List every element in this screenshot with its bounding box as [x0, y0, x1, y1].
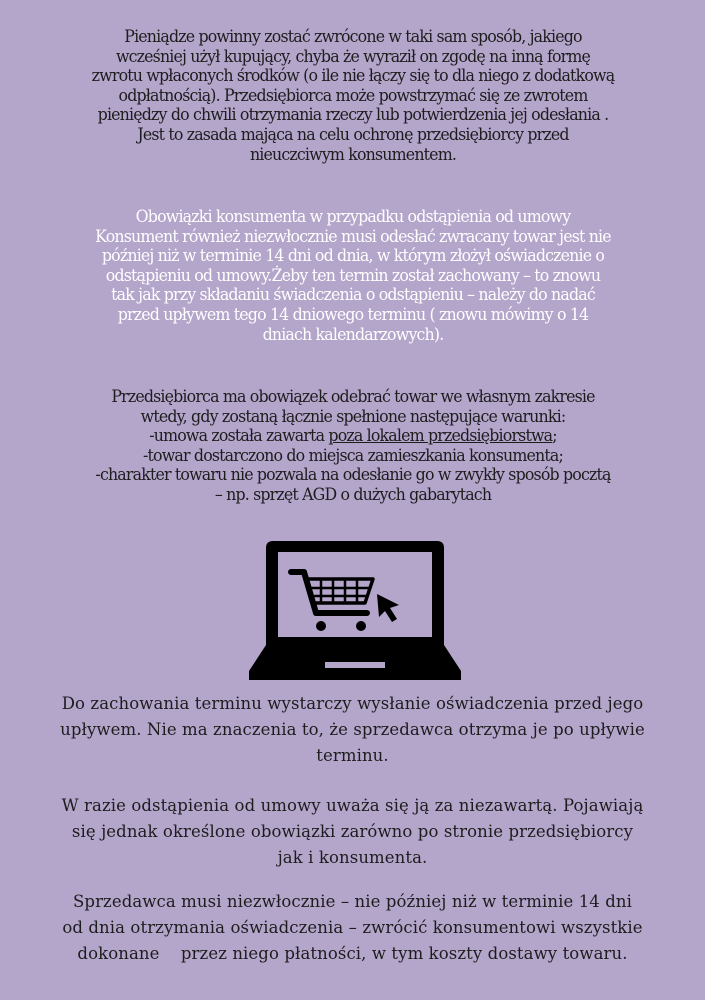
text-line: tak jak przy składaniu świadczenia o odstąpieniu – należy do nadać — [111, 285, 595, 306]
text-line: jak i konsumenta. — [277, 848, 428, 867]
section-heading: Obowiązki konsumenta w przypadku odstąpienia od umowy — [135, 207, 571, 227]
text-line: później niż w terminie 14 dni od dnia, w którym złożył oświadczenie o — [101, 246, 605, 267]
text-line: odpłatnością). Przedsiębiorca może powstrzymać się ze zwrotem — [118, 85, 588, 106]
text-line: W razie odstąpienia od umowy uważa się ją za niezawartą. Pojawiają — [61, 796, 644, 815]
text-line: zwrotu wpłaconych środków (o ile nie łączy się to dla niego z dodatkową — [91, 66, 615, 87]
text-line: dokonane przez niego płatności, w tym koszty dostawy towaru. — [77, 944, 628, 963]
condition-item: – np. sprzęt AGD o dużych gabarytach — [214, 484, 492, 505]
condition-item — [14, 427, 691, 447]
condition-item: -charakter towaru nie pozwala na odesłanie go w zwykły sposób pocztą — [95, 465, 611, 486]
seller-refund-paragraph — [14, 889, 691, 967]
off-premises-link[interactable]: poza lokalem przedsiębiorstwa — [328, 426, 553, 447]
text-line: Przedsiębiorca ma obowiązek odebrać towar we własnym zakresie — [111, 387, 595, 407]
laptop-shopping-cart-icon — [249, 541, 461, 691]
text-line: wtedy, gdy zostaną łącznie spełnione następujące warunki: — [140, 406, 566, 427]
contract-void-paragraph — [14, 793, 691, 871]
condition-item: -towar dostarczono do miejsca zamieszkania konsumenta; — [143, 445, 563, 466]
text-line: Do zachowania terminu wystarczy wysłanie oświadczenia przed jego — [61, 694, 644, 713]
text-line: pieniędzy do chwili otrzymania rzeczy lub potwierdzenia jej odesłania . — [97, 105, 609, 126]
text-line: dniach kalendarzowych). — [262, 324, 444, 345]
seller-pickup-conditions-paragraph — [14, 388, 691, 506]
text-line: od dnia otrzymania oświadczenia – zwrócić konsumentowi wszystkie — [62, 918, 643, 937]
text-line: Sprzedawca musi niezwłocznie – nie później niż w terminie 14 dni — [73, 892, 632, 911]
consumer-obligations-paragraph — [14, 208, 691, 345]
condition-text: ; — [552, 426, 557, 447]
text-line: upływem. Nie ma znaczenia to, że sprzedawca otrzyma je po upływie — [60, 720, 645, 739]
text-line: nieuczciwym konsumentem. — [249, 144, 457, 165]
condition-text: -umowa została zawarta — [149, 426, 329, 447]
text-line: Pieniądze powinny zostać zwrócone w taki sam sposób, jakiego — [124, 27, 582, 47]
refund-method-paragraph — [14, 28, 691, 165]
text-line: przed upływem tego 14 dniowego terminu ( znowu mówimy o 14 — [117, 304, 589, 325]
text-line: terminu. — [316, 746, 389, 765]
text-line: odstąpieniu od umowy.Żeby ten termin został zachowany – to znowu — [105, 265, 601, 286]
text-line: Konsument również niezwłocznie musi odesłać zwracany towar jest nie — [95, 226, 611, 247]
text-line: Jest to zasada mająca na celu ochronę przedsiębiorcy przed — [137, 124, 569, 145]
text-line: wcześniej użył kupujący, chyba że wyraził on zgodę na inną formę — [115, 46, 591, 67]
text-line: się jednak określone obowiązki zarówno po stronie przedsiębiorcy — [71, 822, 634, 841]
deadline-paragraph — [14, 691, 691, 769]
